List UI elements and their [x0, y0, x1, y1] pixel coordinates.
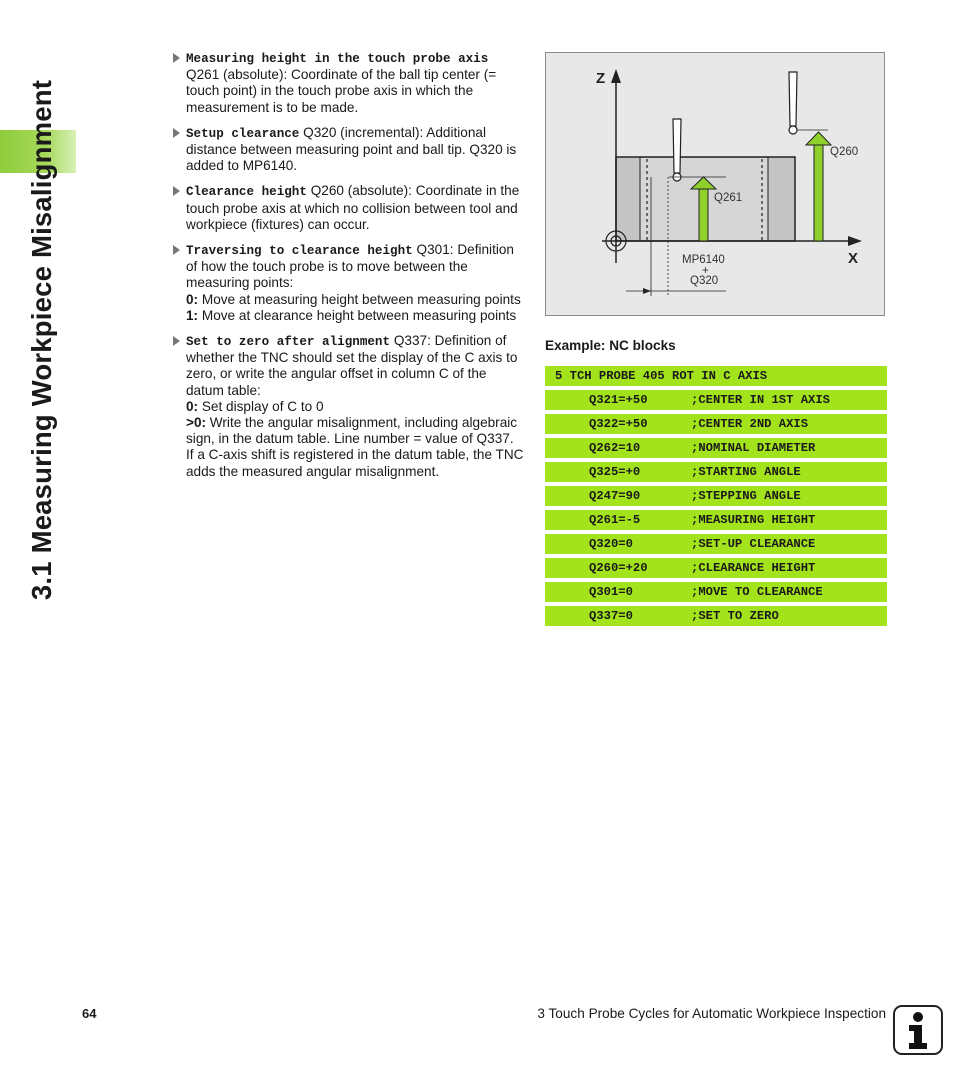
nc-param: Q320=0 [589, 537, 633, 551]
option-0 [186, 399, 524, 415]
option-key: 0: [186, 291, 199, 307]
triangle-bullet-icon [173, 128, 180, 138]
param-keyword: Set to zero after alignment [186, 335, 391, 350]
param-keyword: Measuring height in the touch probe axis [186, 52, 489, 66]
nc-block-row [545, 534, 887, 554]
info-icon[interactable] [893, 1005, 943, 1055]
nc-block-row [545, 606, 887, 626]
nc-block-row [545, 462, 887, 482]
nc-blocks-table [545, 366, 887, 630]
nc-param: Q261=-5 [589, 513, 641, 527]
param-text: Q260 (absolute): Coordinate in the touch probe axis at which no collision between tool and workpiece (fixtures) can occur. [186, 183, 520, 232]
nc-param: Q260=+20 [589, 561, 648, 575]
param-text: Q320 (incremental): Additional distance between measuring point and ball tip. Q320 is added to MP6140. [186, 124, 517, 174]
nc-param: Q325=+0 [589, 465, 641, 479]
param-keyword: Clearance height [186, 185, 307, 200]
param-text: Q337: Definition of whether the TNC should set the display of the C axis to zero, or write the angular offset in column C of the datum table: [186, 333, 518, 398]
param-text: Q261 (absolute): Coordinate of the ball tip center (= touch point) in the touch probe axis in which the measurement is to be made. [186, 67, 497, 115]
nc-block-row [545, 582, 887, 602]
option-gt0 [186, 415, 524, 480]
probe-ball-2 [789, 126, 797, 134]
option-key: >0: [186, 415, 207, 431]
nc-block-row [545, 414, 887, 434]
nc-comment: ;SET TO ZERO [691, 609, 779, 623]
nc-block-row [545, 438, 887, 458]
probe-diagram [545, 52, 885, 316]
q261-label: Q261 [714, 192, 743, 204]
param-clearance-height [172, 183, 524, 233]
nc-comment: ;MEASURING HEIGHT [691, 513, 816, 527]
mp6140-label: MP6140 [682, 254, 725, 266]
nc-comment: ;CENTER 2ND AXIS [691, 417, 809, 431]
nc-block-row [545, 486, 887, 506]
option-text: Move at clearance height between measuring points [198, 307, 517, 323]
param-traversing [172, 242, 524, 324]
probe-stylus-1 [673, 119, 681, 173]
triangle-bullet-icon [173, 53, 180, 63]
nc-header-row [545, 366, 887, 386]
option-text: Set display of C to 0 [198, 398, 324, 414]
mp6140-dimension-arrow [643, 288, 651, 294]
nc-block-row [545, 510, 887, 530]
nc-comment: ;CENTER IN 1ST AXIS [691, 393, 830, 407]
q261-arrow-shaft [699, 188, 708, 241]
probe-stylus-2 [789, 72, 797, 126]
triangle-bullet-icon [173, 245, 180, 255]
info-glyph [895, 1007, 941, 1053]
param-text: Q301: Definition of how the touch probe is to move between the measuring points: [186, 242, 514, 291]
nc-header-text: 5 TCH PROBE 405 ROT IN C AXIS [555, 369, 768, 383]
footer-chapter-title: 3 Touch Probe Cycles for Automatic Workpiece Inspection [537, 1006, 886, 1021]
nc-param: Q247=90 [589, 489, 641, 503]
nc-comment: ;SET-UP CLEARANCE [691, 537, 816, 551]
param-set-to-zero [172, 333, 524, 480]
triangle-bullet-icon [173, 186, 180, 196]
parameter-descriptions [172, 50, 524, 489]
nc-param: Q262=10 [589, 441, 641, 455]
x-axis-label: X [848, 250, 859, 267]
param-setup-clearance [172, 125, 524, 175]
q260-label: Q260 [830, 146, 859, 158]
nc-comment: ;MOVE TO CLEARANCE [691, 585, 823, 599]
nc-comment: ;STEPPING ANGLE [691, 489, 801, 503]
param-measuring-height [172, 50, 524, 116]
nc-param: Q321=+50 [589, 393, 648, 407]
q260-arrow-head [806, 132, 831, 145]
example-title: Example: NC blocks [545, 338, 676, 353]
nc-param: Q322=+50 [589, 417, 648, 431]
nc-comment: ;NOMINAL DIAMETER [691, 441, 816, 455]
nc-comment: ;CLEARANCE HEIGHT [691, 561, 816, 575]
q260-arrow-shaft [814, 144, 823, 241]
page-number: 64 [82, 1006, 97, 1021]
nc-param: Q337=0 [589, 609, 633, 623]
option-1 [186, 308, 524, 324]
chapter-side-title [0, 20, 78, 780]
option-text: Move at measuring height between measuring points [198, 291, 521, 307]
option-0 [186, 292, 524, 308]
param-keyword: Traversing to clearance height [186, 244, 413, 259]
z-axis-label: Z [596, 70, 606, 87]
option-text: Write the angular misalignment, including algebraic sign, in the datum table. Line number = value of Q337. If a C-axis shift is registered in the datum table, the TNC adds the measured angular misalignment. [186, 415, 524, 479]
nc-comment: ;STARTING ANGLE [691, 465, 801, 479]
nc-param: Q301=0 [589, 585, 633, 599]
option-key: 1: [186, 307, 199, 323]
param-keyword: Setup clearance [186, 126, 300, 141]
z-axis-arrowhead [611, 69, 621, 83]
q320-label: Q320 [690, 275, 719, 287]
side-title-text: 3.1 Measuring Workpiece Misalignment [26, 79, 57, 601]
x-axis-arrowhead [848, 236, 862, 246]
triangle-bullet-icon [173, 336, 180, 346]
option-key: 0: [186, 398, 199, 414]
nc-block-row [545, 390, 887, 410]
nc-block-row [545, 558, 887, 578]
plus-label: + [702, 265, 709, 277]
